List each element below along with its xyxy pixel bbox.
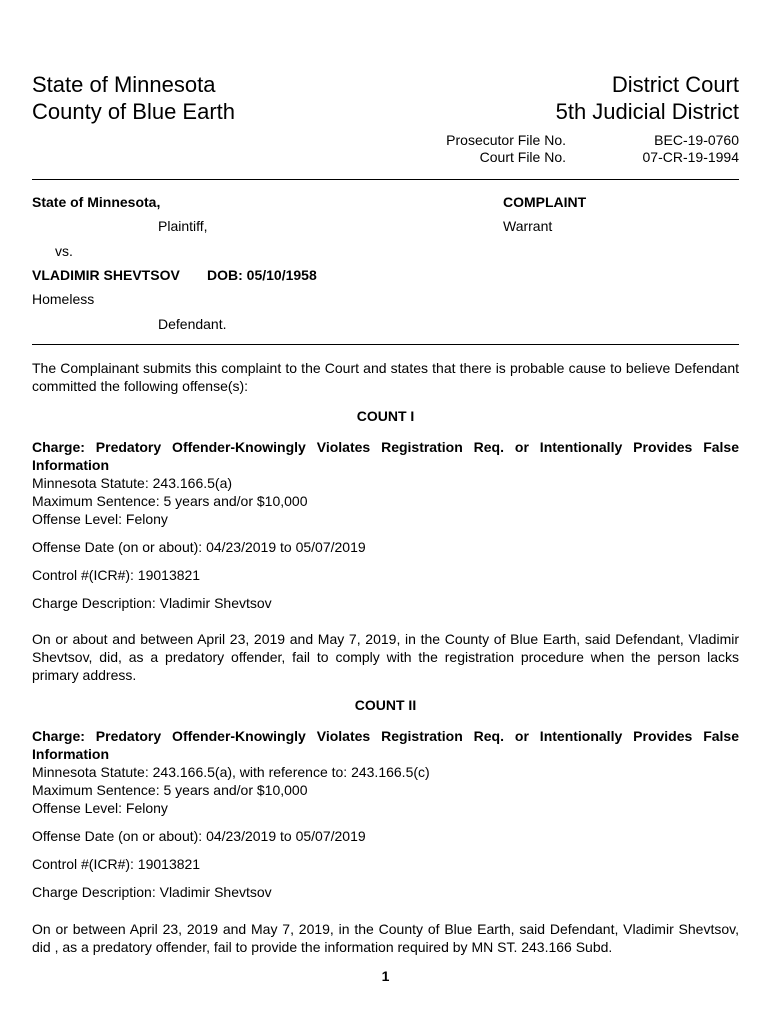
document-subtype: Warrant bbox=[503, 218, 553, 234]
intro-paragraph: The Complainant submits this complaint to the Court and states that there is probable cause to believe Defendant committed the following offense(s): bbox=[32, 360, 739, 394]
plaintiff-name: State of Minnesota, bbox=[32, 194, 161, 210]
count-1-statute: Minnesota Statute: 243.166.5(a) bbox=[32, 475, 233, 491]
count-2-control-number: Control #(ICR#): 19013821 bbox=[32, 856, 201, 872]
count-2-max-sentence: Maximum Sentence: 5 years and/or $10,000 bbox=[32, 782, 308, 798]
count-1-title: COUNT I bbox=[356, 408, 415, 424]
prosecutor-file-label: Prosecutor File No. bbox=[446, 132, 566, 148]
court-heading: District Court bbox=[611, 72, 739, 97]
court-file-value: 07-CR-19-1994 bbox=[642, 149, 739, 165]
parties-divider bbox=[32, 344, 739, 345]
county-heading: County of Blue Earth bbox=[32, 99, 236, 124]
document-type: COMPLAINT bbox=[503, 194, 587, 210]
count-2-charge: Charge: Predatory Offender-Knowingly Violates Registration Req. or Intentionally Provides False Information bbox=[32, 728, 739, 762]
count-1-charge: Charge: Predatory Offender-Knowingly Violates Registration Req. or Intentionally Provides False Information bbox=[32, 439, 739, 473]
count-2-statute: Minnesota Statute: 243.166.5(a), with reference to: 243.166.5(c) bbox=[32, 764, 430, 780]
count-2-offense-date: Offense Date (on or about): 04/23/2019 to 05/07/2019 bbox=[32, 828, 366, 844]
court-file-label: Court File No. bbox=[479, 149, 566, 165]
count-1-max-sentence: Maximum Sentence: 5 years and/or $10,000 bbox=[32, 493, 308, 509]
count-1-offense-date: Offense Date (on or about): 04/23/2019 to 05/07/2019 bbox=[32, 539, 366, 555]
state-heading: State of Minnesota bbox=[32, 72, 216, 97]
count-1-narrative: On or about and between April 23, 2019 and May 7, 2019, in the County of Blue Earth, said Defendant, Vladimir Shevtsov, did, as a predatory offender, fail to comply with the registration procedure when the person lacks primary address. bbox=[32, 631, 739, 683]
header-divider bbox=[32, 179, 739, 180]
prosecutor-file-value: BEC-19-0760 bbox=[654, 132, 739, 148]
defendant-role: Defendant. bbox=[158, 316, 227, 332]
count-2-narrative: On or between April 23, 2019 and May 7, 2019, in the County of Blue Earth, said Defendant, Vladimir Shevtsov, did , as a predatory offender, fail to provide the information required by MN ST. 243.166 Subd. bbox=[32, 921, 739, 955]
versus-label: vs. bbox=[55, 243, 73, 259]
defendant-dob: DOB: 05/10/1958 bbox=[207, 267, 317, 283]
plaintiff-role: Plaintiff, bbox=[158, 218, 208, 234]
count-2-offense-level: Offense Level: Felony bbox=[32, 800, 168, 816]
district-heading: 5th Judicial District bbox=[555, 99, 739, 124]
count-2-charge-description: Charge Description: Vladimir Shevtsov bbox=[32, 884, 272, 900]
count-1-charge-description: Charge Description: Vladimir Shevtsov bbox=[32, 595, 272, 611]
defendant-name: VLADIMIR SHEVTSOV bbox=[32, 267, 180, 283]
count-1-offense-level: Offense Level: Felony bbox=[32, 511, 168, 527]
count-2-title: COUNT II bbox=[354, 697, 417, 713]
count-1-control-number: Control #(ICR#): 19013821 bbox=[32, 567, 201, 583]
defendant-address: Homeless bbox=[32, 291, 95, 307]
page-number: 1 bbox=[381, 968, 390, 984]
